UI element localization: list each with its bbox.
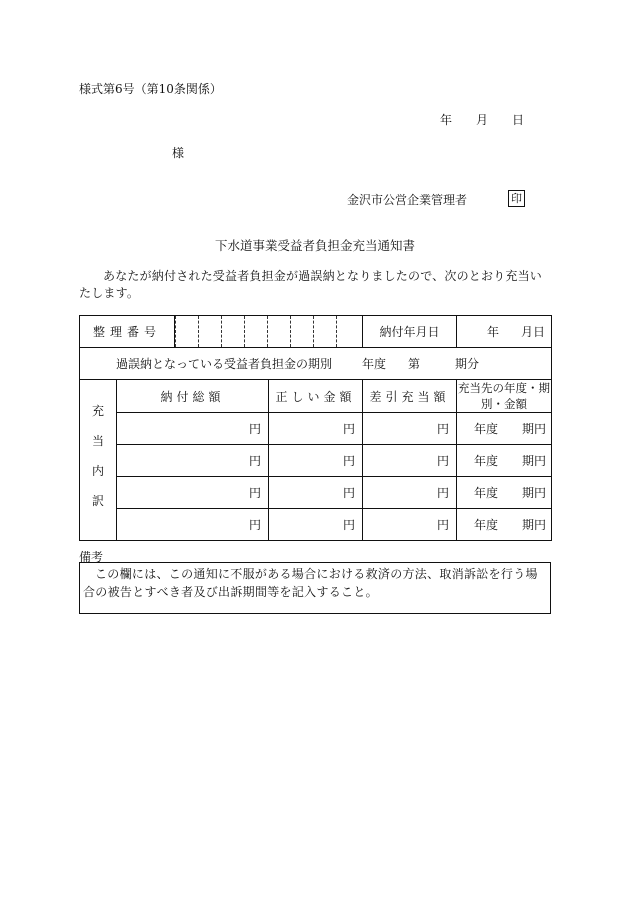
issuer-title: 金沢市公営企業管理者 — [347, 193, 468, 207]
allocation-label-char: 充 — [91, 404, 104, 418]
total-paid-cell[interactable]: 円 — [117, 477, 269, 509]
allocation-target-cell[interactable] — [457, 445, 552, 477]
payment-date-label: 納付年月日 — [363, 316, 457, 348]
addressee-suffix: 様 — [172, 146, 185, 160]
target-amount-unit: 円 — [534, 486, 547, 500]
allocation-target-cell[interactable] — [457, 413, 552, 445]
period-year-unit: 年度 — [362, 357, 387, 371]
correct-amount-cell[interactable]: 円 — [269, 413, 363, 445]
target-amount-unit: 円 — [534, 454, 547, 468]
net-allocation-cell[interactable]: 円 — [363, 477, 457, 509]
table-row — [80, 445, 552, 477]
target-term-unit: 期 — [521, 454, 534, 468]
form-number: 様式第6号（第10条関係） — [79, 82, 222, 96]
column-header-net-allocation: 差引充当額 — [363, 380, 457, 413]
allocation-label-char: 訳 — [91, 494, 104, 508]
target-year-unit: 年度 — [473, 454, 498, 468]
reference-row — [80, 316, 552, 348]
payment-date-field[interactable] — [457, 316, 552, 348]
net-allocation-cell[interactable]: 円 — [363, 509, 457, 541]
document-title: 下水道事業受益者負担金充当通知書 — [214, 238, 415, 253]
reference-number-label: 整理番号 — [80, 316, 175, 348]
period-field[interactable] — [80, 348, 552, 380]
allocation-label-char: 当 — [91, 434, 104, 448]
allocation-label-char: 内 — [91, 464, 104, 478]
remarks-label: 備考 — [79, 550, 104, 564]
table-row — [80, 413, 552, 445]
table-row — [80, 477, 552, 509]
period-row — [80, 348, 552, 380]
issue-date-year: 年 — [440, 113, 453, 127]
column-header-allocation-target: 充当先の年度・期別・金額 — [458, 381, 551, 411]
correct-amount-cell[interactable]: 円 — [269, 509, 363, 541]
net-allocation-cell[interactable]: 円 — [363, 413, 457, 445]
payment-date-month: 月 — [520, 325, 533, 339]
seal-mark: 印 — [508, 190, 525, 207]
table-row — [80, 509, 552, 541]
target-amount-unit: 円 — [534, 422, 547, 436]
payment-date-day: 日 — [533, 325, 546, 339]
column-header-correct-amount: 正しい金額 — [269, 380, 363, 413]
target-year-unit: 年度 — [473, 518, 498, 532]
reference-number-field[interactable] — [175, 316, 363, 348]
correct-amount-cell[interactable]: 円 — [269, 445, 363, 477]
period-prefix: 第 — [408, 357, 421, 371]
target-year-unit: 年度 — [473, 422, 498, 436]
intro-paragraph: あなたが納付された受益者負担金が過誤納となりましたので、次のとおり充当いたします。 — [79, 269, 542, 300]
total-paid-cell[interactable]: 円 — [117, 413, 269, 445]
correct-amount-cell[interactable]: 円 — [269, 477, 363, 509]
allocation-table — [79, 315, 552, 541]
remarks-text: この欄には、この通知に不服がある場合における救済の方法、取消訴訟を行う場合の被告とすべき者及び出訴期間等を記入すること。 — [83, 567, 538, 599]
column-header-total-paid: 納付総額 — [117, 380, 269, 413]
target-term-unit: 期 — [521, 422, 534, 436]
issue-date-day: 日 — [512, 113, 525, 127]
period-suffix: 期分 — [455, 357, 480, 371]
target-term-unit: 期 — [521, 486, 534, 500]
net-allocation-cell[interactable]: 円 — [363, 445, 457, 477]
period-label: 過誤納となっている受益者負担金の期別 — [116, 357, 333, 371]
allocation-target-cell[interactable] — [457, 509, 552, 541]
target-amount-unit: 円 — [534, 518, 547, 532]
remarks-box[interactable] — [79, 562, 551, 614]
total-paid-cell[interactable]: 円 — [117, 445, 269, 477]
issue-date — [440, 111, 524, 128]
issue-date-month: 月 — [476, 113, 489, 127]
allocation-breakdown-label — [80, 380, 117, 541]
payment-date-year: 年 — [486, 325, 499, 339]
target-term-unit: 期 — [521, 518, 534, 532]
target-year-unit: 年度 — [473, 486, 498, 500]
column-header-row — [80, 380, 552, 413]
allocation-target-cell[interactable] — [457, 477, 552, 509]
total-paid-cell[interactable]: 円 — [117, 509, 269, 541]
